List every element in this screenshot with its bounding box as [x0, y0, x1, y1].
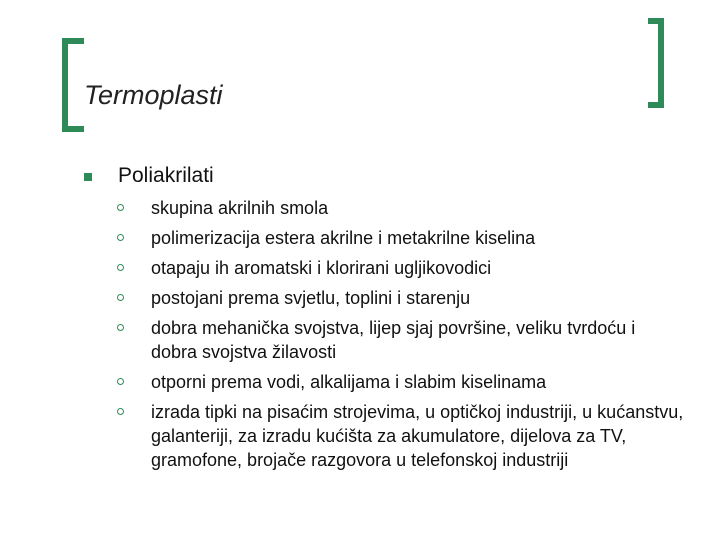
sub-bullet-item	[114, 286, 684, 310]
bullet-label: Poliakrilati	[118, 164, 214, 187]
ring-bullet-icon	[117, 264, 124, 271]
sub-bullet-list	[114, 196, 684, 478]
sub-bullet-text: skupina akrilnih smola	[151, 198, 329, 218]
ring-bullet-icon	[117, 204, 124, 211]
sub-bullet-text: izrada tipki na pisaćim strojevima, u optičkoj industriji, u kućanstvu, galanteriji, za izradu kućišta za akumulatore, dijelova za TV, gramofone, brojače razgovora u telefonskoj industriji	[151, 402, 684, 470]
sub-bullet-item	[114, 226, 684, 250]
right-bracket-cap-top	[648, 18, 664, 24]
sub-bullet-item	[114, 370, 684, 394]
ring-bullet-icon	[117, 324, 124, 331]
ring-bullet-icon	[117, 408, 124, 415]
left-bracket-decoration	[62, 38, 84, 132]
ring-bullet-icon	[117, 234, 124, 241]
left-bracket-cap-top	[62, 38, 84, 44]
sub-bullet-text: otapaju ih aromatski i klorirani ugljikovodici	[151, 258, 492, 278]
sub-bullet-text: dobra mehanička svojstva, lijep sjaj površine, veliku tvrdoću i dobra svojstva žilavosti	[151, 318, 636, 362]
sub-bullet-item	[114, 400, 684, 472]
bullet-poliakrilati	[84, 164, 214, 188]
sub-bullet-text: postojani prema svjetlu, toplini i starenju	[151, 288, 471, 308]
ring-bullet-icon	[117, 294, 124, 301]
sub-bullet-text: polimerizacija estera akrilne i metakrilne kiselina	[151, 228, 536, 248]
slide-title: Termoplasti	[84, 80, 223, 110]
sub-bullet-text: otporni prema vodi, alkalijama i slabim kiselinama	[151, 372, 547, 392]
right-bracket-cap-bottom	[648, 102, 664, 108]
left-bracket-bar	[62, 38, 68, 132]
right-bracket-bar	[658, 18, 664, 108]
right-bracket-decoration	[648, 18, 664, 108]
sub-bullet-item	[114, 316, 684, 364]
ring-bullet-icon	[117, 378, 124, 385]
sub-bullet-item	[114, 256, 684, 280]
left-bracket-cap-bottom	[62, 126, 84, 132]
square-bullet-icon	[84, 173, 92, 181]
sub-bullet-item	[114, 196, 684, 220]
